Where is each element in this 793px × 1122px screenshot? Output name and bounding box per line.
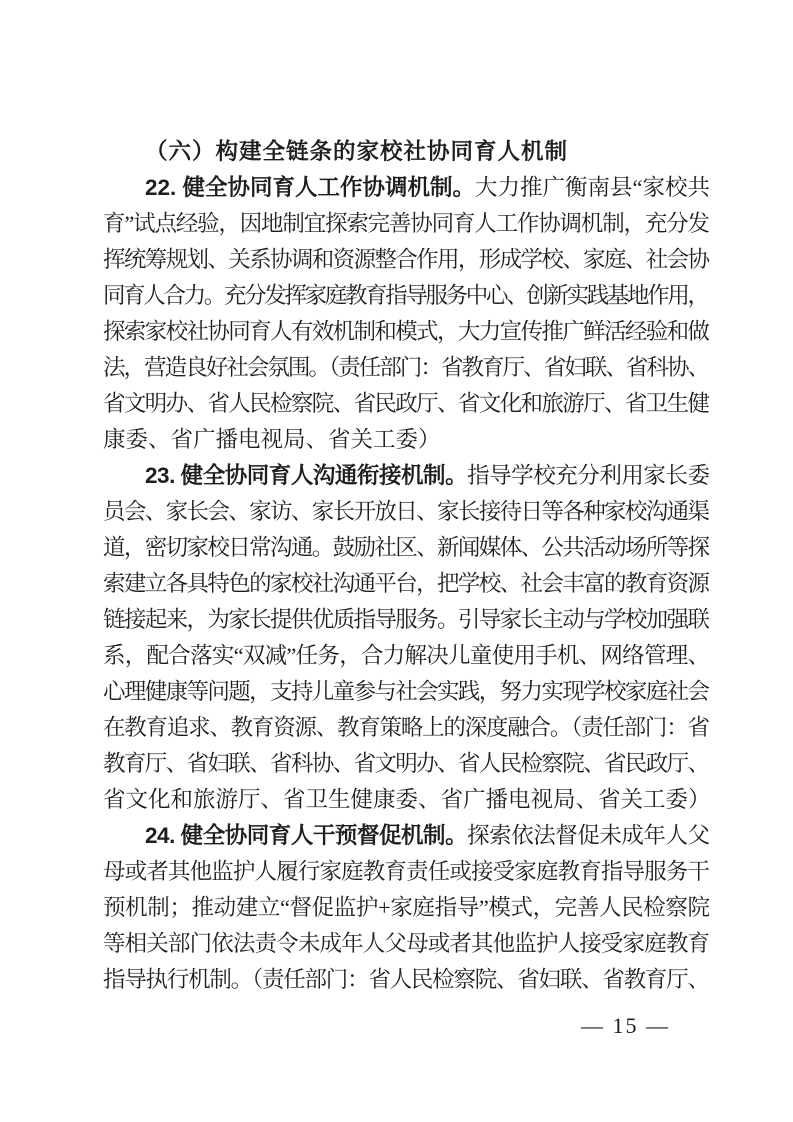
body-text: 母或者其他监护人履行家庭教育责任或接受家庭教育指导服务干 bbox=[103, 859, 710, 884]
body-text: 省文明办、省人民检察院、省民政厅、省文化和旅游厅、省卫生健 bbox=[103, 391, 709, 416]
text-line bbox=[103, 170, 710, 206]
body-text: 系，配合落实“双减”任务，合力解决儿童使用手机、网络管理、 bbox=[103, 643, 710, 668]
text-line bbox=[103, 854, 710, 890]
text-line bbox=[103, 890, 710, 926]
text-line bbox=[103, 242, 710, 278]
paragraph-lead-text: 23. 健全协同育人沟通衔接机制。 bbox=[145, 463, 468, 488]
text-line bbox=[103, 458, 710, 494]
text-line bbox=[103, 530, 710, 566]
paragraphs-container bbox=[103, 170, 710, 998]
paragraph-lead-text: 22. 健全协同育人工作协调机制。 bbox=[145, 175, 476, 200]
paragraph bbox=[103, 458, 710, 818]
body-text: 预机制；推动建立“督促监护+家庭指导”模式，完善人民检察院 bbox=[103, 895, 710, 920]
text-line bbox=[103, 422, 710, 458]
paragraph bbox=[103, 818, 710, 998]
body-text: 同育人合力。充分发挥家庭教育指导服务中心、创新实践基地作用， bbox=[103, 283, 708, 308]
body-text: 索建立各具特色的家校社沟通平台，把学校、社会丰富的教育资源 bbox=[103, 571, 709, 596]
body-text: 在教育追求、教育资源、教育策略上的深度融合。（责任部门：省 bbox=[103, 715, 709, 740]
body-text: 等相关部门依法责令未成年人父母或者其他监护人接受家庭教育 bbox=[103, 931, 710, 956]
document-body bbox=[103, 134, 710, 998]
body-text: 教育厅、省妇联、省科协、省文明办、省人民检察院、省民政厅、 bbox=[103, 751, 709, 776]
text-line bbox=[103, 278, 710, 314]
text-line bbox=[103, 962, 710, 998]
text-line bbox=[103, 710, 710, 746]
body-text: 挥统筹规划、关系协调和资源整合作用，形成学校、家庭、社会协 bbox=[103, 247, 709, 272]
text-line bbox=[103, 782, 710, 818]
body-text: 探索家校社协同育人有效机制和模式，大力宣传推广鲜活经验和做 bbox=[103, 319, 709, 344]
text-line bbox=[103, 746, 710, 782]
text-line bbox=[103, 566, 710, 602]
text-line bbox=[103, 350, 710, 386]
body-text: 心理健康等问题，支持儿童参与社会实践，努力实现学校家庭社会 bbox=[103, 679, 709, 704]
body-text: 指导学校充分利用家长委 bbox=[467, 463, 710, 488]
paragraph-lead-text: 24. 健全协同育人干预督促机制。 bbox=[145, 823, 468, 848]
page-number: — 15 — bbox=[581, 1013, 670, 1038]
text-line bbox=[103, 386, 710, 422]
body-text: 道，密切家校日常沟通。鼓励社区、新闻媒体、公共活动场所等探 bbox=[103, 535, 709, 560]
body-text: 链接起来，为家长提供优质指导服务。引导家长主动与学校加强联 bbox=[103, 607, 709, 632]
text-line bbox=[103, 602, 710, 638]
body-text: 省文化和旅游厅、省卫生健康委、省广播电视局、省关工委） bbox=[103, 787, 711, 812]
body-text: 探索依法督促未成年人父 bbox=[467, 823, 710, 848]
body-text: 育”试点经验，因地制宜探索完善协同育人工作协调机制，充分发 bbox=[103, 211, 709, 236]
text-line bbox=[103, 674, 710, 710]
paragraph bbox=[103, 170, 710, 458]
body-text: 员会、家长会、家访、家长开放日、家长接待日等各种家校沟通渠 bbox=[103, 499, 709, 524]
body-text: 指导执行机制。（责任部门：省人民检察院、省妇联、省教育厅、 bbox=[103, 967, 709, 992]
text-line bbox=[103, 818, 710, 854]
text-line bbox=[103, 926, 710, 962]
text-line bbox=[103, 314, 710, 350]
body-text: 大力推广衡南县“家校共 bbox=[475, 175, 710, 200]
body-text: 康委、省广播电视局、省关工委） bbox=[103, 427, 441, 452]
body-text: 法，营造良好社会氛围。（责任部门：省教育厅、省妇联、省科协、 bbox=[103, 355, 709, 380]
section-heading: （六）构建全链条的家校社协同育人机制 bbox=[145, 139, 569, 164]
text-line bbox=[103, 494, 710, 530]
text-line bbox=[103, 638, 710, 674]
text-line bbox=[103, 206, 710, 242]
